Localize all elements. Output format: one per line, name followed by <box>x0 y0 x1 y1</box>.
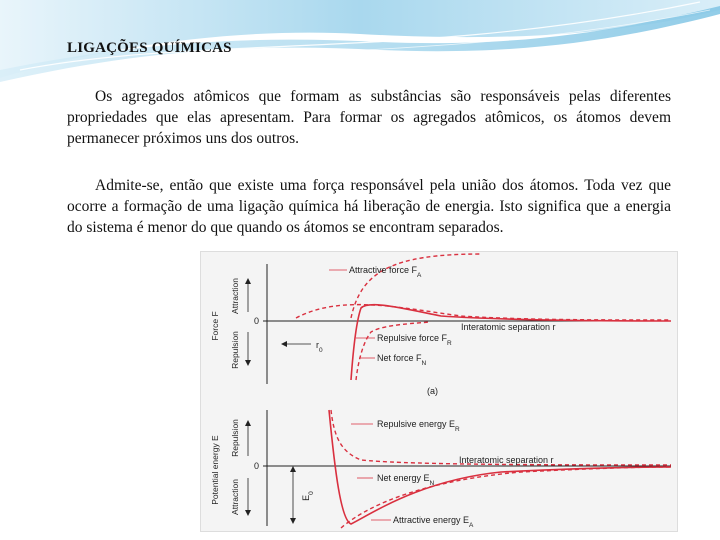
repulsive-force-label: Repulsive force $F_R$ <box>377 333 452 347</box>
net-energy-label: Net energy $E_N$ <box>377 473 435 487</box>
slide-title: LIGAÇÕES QUÍMICAS <box>67 40 232 56</box>
bottom-zero-label: 0 <box>253 461 259 471</box>
r0-label: $r_0$ <box>316 340 323 354</box>
top-zero-label: 0 <box>253 316 259 326</box>
net-force-label: Net force $F_N$ <box>377 353 427 367</box>
bottom-repulsion-arrowhead <box>245 420 251 426</box>
bottom-axis-titles <box>210 419 251 516</box>
bottom-attraction-label: Attraction <box>230 479 240 515</box>
attractive-force-label: Attractive force $F_A$ <box>349 265 422 279</box>
e0-arrowhead-bottom <box>290 518 296 524</box>
top-axis-titles <box>210 278 251 369</box>
bottom-repulsion-label: Repulsion <box>230 419 240 457</box>
force-energy-figure <box>200 251 678 532</box>
attractive-force-curve <box>351 254 481 318</box>
top-x-axis-label: Interatomic separation r <box>461 322 556 332</box>
r0-arrowhead <box>281 341 287 347</box>
bottom-attraction-arrowhead <box>245 510 251 516</box>
top-attraction-arrowhead <box>245 278 251 284</box>
bottom-y-axis-label: Potential energy E <box>210 435 220 505</box>
e0-label: $E_0$ <box>301 491 315 501</box>
paragraph-2 <box>67 175 671 238</box>
paragraph-1-text: Os agregados atômicos que formam as substâncias são responsáveis pelas diferentes propriedades que elas apresentam. Para formar os agregados atômicos, os átomos devem permanecer próximos uns dos outros. <box>67 88 671 147</box>
force-energy-diagram <box>201 252 677 531</box>
paragraph-2-text: Admite-se, então que existe uma força responsável pela união dos átomos. Toda vez que ocorre a formação de uma ligação química há liberação de energia. Isto significa que a energia do sistema é menor do que quando os átomos se encontram separados. <box>67 177 671 236</box>
top-repulsion-label: Repulsion <box>230 331 240 369</box>
repulsive-force-curve <box>356 322 431 380</box>
attractive-energy-label: Attractive energy $E_A$ <box>393 515 474 529</box>
top-attraction-label: Attraction <box>230 278 240 314</box>
panel-label-a: (a) <box>427 386 438 396</box>
bottom-x-axis-label: Interatomic separation r <box>459 455 554 465</box>
top-repulsion-arrowhead <box>245 360 251 366</box>
paragraph-1 <box>67 86 671 149</box>
top-y-axis-label: Force F <box>210 311 220 341</box>
e0-arrowhead-top <box>290 466 296 472</box>
repulsive-energy-label: Repulsive energy $E_R$ <box>377 419 460 433</box>
